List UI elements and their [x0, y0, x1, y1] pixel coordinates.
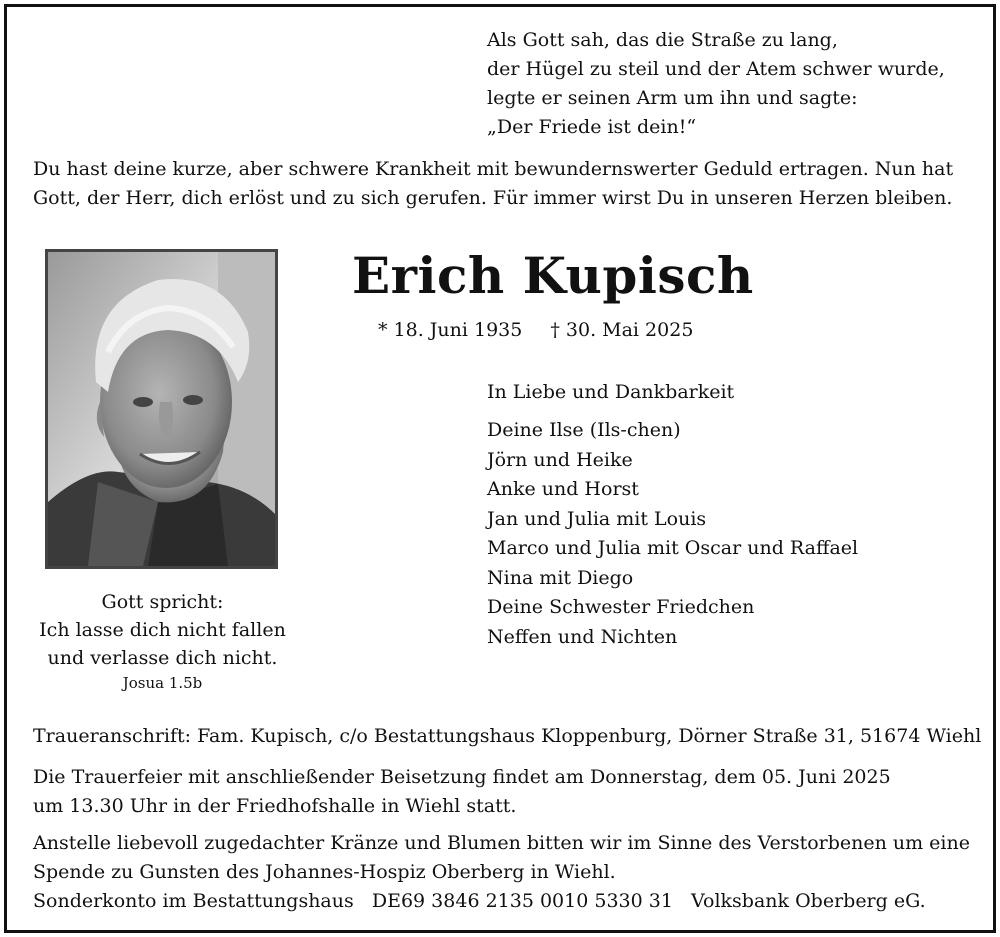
donation-info	[33, 829, 970, 916]
opening-verse	[487, 26, 945, 142]
intro-line: Gott, der Herr, dich erlöst und zu sich gerufen. Für immer wirst Du in unseren Herzen bleiben.	[33, 187, 953, 209]
bible-reference: Josua 1.5b	[122, 674, 203, 692]
verse-line: Als Gott sah, das die Straße zu lang,	[487, 29, 838, 51]
bible-quote	[30, 588, 295, 694]
family-list	[487, 416, 858, 652]
intro-text	[33, 155, 953, 213]
family-member: Anke und Horst	[487, 478, 639, 500]
verse-line: der Hügel zu steil und der Atem schwer wurde,	[487, 58, 945, 80]
verse-line: legte er seinen Arm um ihn und sagte:	[487, 87, 858, 109]
life-dates	[378, 316, 693, 345]
family-member: Deine Ilse (Ils-chen)	[487, 419, 681, 441]
family-member: Jörn und Heike	[487, 448, 633, 471]
verse-line: „Der Friede ist dein!“	[487, 116, 697, 138]
mourning-address: Traueranschrift: Fam. Kupisch, c/o Bestattungshaus Kloppenburg, Dörner Straße 31, 51674 Wiehl	[33, 725, 982, 747]
family-member: Jan und Julia mit Louis	[487, 507, 707, 530]
dedication: In Liebe und Dankbarkeit	[487, 381, 735, 403]
deceased-name: Erich Kupisch	[352, 246, 754, 305]
donation-line: Sonderkonto im Bestattungshaus DE69 3846 2135 0010 5330 31 Volksbank Oberberg eG.	[33, 890, 926, 912]
family-member: Marco und Julia mit Oscar und Raffael	[487, 537, 859, 559]
bible-line: und verlasse dich nicht.	[47, 647, 278, 669]
intro-line: Du hast deine kurze, aber schwere Krankheit mit bewundernswerter Geduld ertragen. Nun hat	[33, 158, 954, 180]
family-member: Deine Schwester Friedchen	[487, 596, 755, 618]
ceremony-line: um 13.30 Uhr in der Friedhofshalle in Wiehl statt.	[33, 795, 517, 817]
bible-line: Gott spricht:	[101, 591, 224, 613]
family-member: Nina mit Diego	[487, 566, 634, 589]
bible-line: Ich lasse dich nicht fallen	[39, 619, 286, 641]
family-member: Neffen und Nichten	[487, 625, 678, 648]
donation-line: Spende zu Gunsten des Johannes-Hospiz Oberberg in Wiehl.	[33, 861, 616, 883]
birth-date: * 18. Juni 1935	[378, 319, 523, 341]
death-date: † 30. Mai 2025	[550, 319, 694, 341]
portrait-photo	[45, 249, 278, 569]
ceremony-line: Die Trauerfeier mit anschließender Beisetzung findet am Donnerstag, dem 05. Juni 2025	[33, 766, 891, 788]
ceremony-info	[33, 763, 891, 821]
donation-line: Anstelle liebevoll zugedachter Kränze und Blumen bitten wir im Sinne des Verstorbenen um eine	[33, 832, 970, 854]
